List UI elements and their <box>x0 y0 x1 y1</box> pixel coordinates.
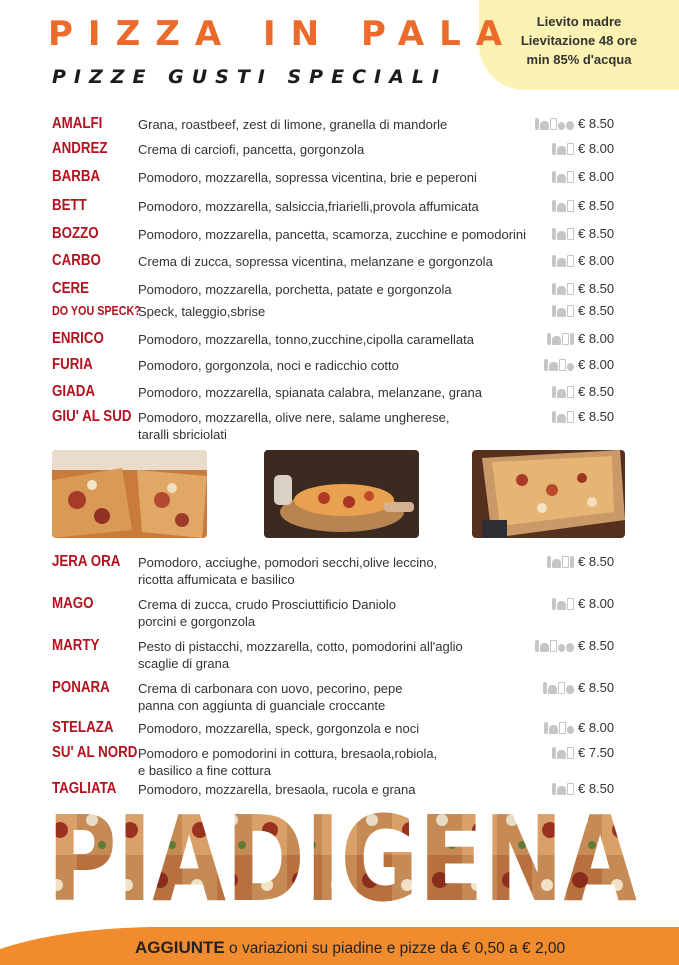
pizza-price: € 8.50 <box>578 303 615 318</box>
pizza-price: € 8.50 <box>578 116 615 131</box>
wheat-icon <box>552 255 556 267</box>
wheat-icon <box>547 556 551 568</box>
allergen-icons <box>552 386 574 398</box>
milk-icon <box>567 726 574 734</box>
jar-icon <box>562 333 569 345</box>
pizza-description-line-2: ricotta affumicata e basilico <box>138 572 295 587</box>
pizza-description <box>138 638 463 672</box>
pizza-name: DO YOU SPECK? <box>52 304 141 318</box>
pizza-price: € 8.50 <box>578 281 615 296</box>
pizza-description-line-1: Pomodoro, mozzarella, salsiccia,friarielli,provola affumicata <box>138 199 479 214</box>
hand-icon <box>552 336 561 345</box>
allergen-icons <box>547 333 574 345</box>
pizza-price: € 8.50 <box>578 226 615 241</box>
hand-icon <box>549 725 558 734</box>
hand-icon <box>549 362 558 371</box>
jar-icon <box>567 255 574 267</box>
hand-icon <box>557 389 566 398</box>
pizza-price: € 8.00 <box>578 169 615 184</box>
pizza-price: € 8.00 <box>578 596 615 611</box>
pizza-name: ANDREZ <box>52 140 108 157</box>
allergen-icons <box>552 305 574 317</box>
pizza-price: € 8.50 <box>578 554 615 569</box>
wheat-icon <box>552 598 556 610</box>
jar-icon <box>567 200 574 212</box>
pizza-description-line-1: Crema di carbonara con uovo, pecorino, pepe <box>138 681 403 696</box>
wheat-icon <box>547 333 551 345</box>
allergen-icons <box>552 411 574 423</box>
allergen-icons <box>552 783 574 795</box>
big-word-text: PIADIGENA <box>47 800 637 910</box>
footer-text <box>135 938 565 958</box>
dough-info-line-1: Lievito madre <box>536 14 622 29</box>
pizza-description <box>138 596 396 630</box>
pizza-description-line-1: Pomodoro, mozzarella, pancetta, scamorza, zucchine e pomodorini <box>138 227 527 242</box>
egg-icon <box>566 685 574 694</box>
jar-icon <box>567 305 574 317</box>
wheat-icon <box>552 200 556 212</box>
pizza-description <box>138 745 437 779</box>
wheat-icon <box>552 747 556 759</box>
pizza-price: € 8.00 <box>578 253 615 268</box>
pizza-description-line-2: taralli sbriciolati <box>138 427 227 442</box>
pizza-description-line-1: Pomodoro, mozzarella, sopressa vicentina, brie e peperoni <box>138 170 477 185</box>
pizza-name: JERA ORA <box>52 553 121 570</box>
pizza-description-line-1: Pomodoro, mozzarella, bresaola, rucola e grana <box>138 782 416 797</box>
allergen-icons <box>552 747 574 759</box>
pizza-description-line-1: Pomodoro, gorgonzola, noci e radicchio cotto <box>138 358 399 373</box>
hand-icon <box>548 685 557 694</box>
pizza-name: PONARA <box>52 679 110 696</box>
pizza-description-line-1: Pomodoro, mozzarella, porchetta, patate e gorgonzola <box>138 282 452 297</box>
pizza-description-line-1: Pomodoro, mozzarella, tonno,zucchine,cipolla caramellata <box>138 332 475 347</box>
pizza-description-line-2: panna con aggiunta di guanciale croccante <box>138 698 386 713</box>
jar-icon <box>559 359 566 371</box>
allergen-icons <box>552 598 574 610</box>
allergen-icons <box>552 283 574 295</box>
pizza-photo-3 <box>472 450 625 538</box>
pizza-name: SU' AL NORD <box>52 744 138 761</box>
pizza-name: GIU' AL SUD <box>52 408 132 425</box>
pizza-price: € 8.50 <box>578 384 615 399</box>
pizza-price: € 8.50 <box>578 781 615 796</box>
pizza-name: AMALFI <box>52 115 103 132</box>
hand-icon <box>557 308 566 317</box>
pizza-price: € 8.00 <box>578 720 615 735</box>
jar-icon <box>558 682 565 694</box>
hand-icon <box>557 258 566 267</box>
pizza-name: FURIA <box>52 356 93 373</box>
pizza-description-line-1: Pomodoro, acciughe, pomodori secchi,olive leccino, <box>138 555 438 570</box>
allergen-icons <box>552 171 574 183</box>
pizza-price: € 8.50 <box>578 409 615 424</box>
wheat-icon <box>552 171 556 183</box>
pizza-description <box>138 720 419 737</box>
pizza-price: € 8.50 <box>578 638 615 653</box>
hand-icon <box>557 203 566 212</box>
hand-icon <box>557 414 566 423</box>
allergen-icons <box>547 556 574 568</box>
pizza-name: BETT <box>52 197 87 214</box>
pizza-price: € 8.00 <box>578 331 615 346</box>
pizza-description <box>138 253 493 270</box>
wheat-icon <box>552 305 556 317</box>
jar-icon <box>559 722 566 734</box>
allergen-icons <box>552 228 574 240</box>
pizza-description-line-1: Grana, roastbeef, zest di limone, granella di mandorle <box>138 117 448 132</box>
pizza-description <box>138 409 449 443</box>
pizza-description-line-2: scaglie di grana <box>138 656 230 671</box>
pizza-description-line-1: Crema di zucca, crudo Prosciuttificio Daniolo <box>138 597 396 612</box>
pizza-name: CERE <box>52 280 90 297</box>
wheat-icon <box>552 283 556 295</box>
allergen-icons <box>552 143 574 155</box>
wheat-icon <box>552 228 556 240</box>
jar-icon <box>567 598 574 610</box>
hand-icon <box>540 643 549 652</box>
pizza-price: € 8.50 <box>578 198 615 213</box>
pizza-description-line-1: Pomodoro e pomodorini in cottura, bresaola,robiola, <box>138 746 438 761</box>
jar-icon <box>550 118 557 130</box>
pizza-price: € 8.00 <box>578 141 615 156</box>
jar-icon <box>567 411 574 423</box>
jar-icon <box>567 783 574 795</box>
pizza-price: € 8.00 <box>578 357 615 372</box>
jar-icon <box>550 640 557 652</box>
dough-info-line-3: min 85% d'acqua <box>526 52 632 67</box>
pizza-name: MARTY <box>52 637 100 654</box>
hand-icon <box>557 146 566 155</box>
jar-icon <box>567 283 574 295</box>
wheat-icon <box>552 411 556 423</box>
hand-icon <box>557 786 566 795</box>
pizza-name: BARBA <box>52 168 101 185</box>
allergen-icons <box>535 118 574 130</box>
milk-icon <box>558 122 565 130</box>
pizza-description-line-1: Speck, taleggio,sbrise <box>138 304 266 319</box>
hand-icon <box>557 601 566 610</box>
allergen-icons <box>544 722 574 734</box>
allergen-icons <box>552 255 574 267</box>
pizza-description-line-1: Pesto di pistacchi, mozzarella, cotto, pomodorini all'aglio <box>138 639 463 654</box>
pizza-name: STELAZA <box>52 719 114 736</box>
wheat-icon <box>552 386 556 398</box>
pizza-description <box>138 226 526 243</box>
egg-icon <box>566 643 574 652</box>
pizza-photo-2 <box>264 450 419 538</box>
pizza-price: € 7.50 <box>578 745 615 760</box>
pizza-name: ENRICO <box>52 330 104 347</box>
pizza-description <box>138 357 399 374</box>
hand-icon <box>557 286 566 295</box>
footer-rest: o variazioni su piadine e pizze da € 0,50 a € 2,00 <box>224 940 566 957</box>
jar-icon <box>567 171 574 183</box>
pizza-description <box>138 680 403 714</box>
pizza-description-line-1: Pomodoro, mozzarella, spianata calabra, melanzane, grana <box>138 385 482 400</box>
jar-icon <box>567 747 574 759</box>
jar-icon <box>567 143 574 155</box>
pizza-name: MAGO <box>52 595 94 612</box>
allergen-icons <box>535 640 574 652</box>
pizza-description-line-2: e basilico a fine cottura <box>138 763 271 778</box>
wheat-icon <box>544 359 548 371</box>
hand-icon <box>557 174 566 183</box>
milk-icon <box>558 644 565 652</box>
wheat-icon <box>543 682 547 694</box>
wheat-icon <box>535 118 539 130</box>
big-word-graphic <box>42 800 642 910</box>
pizza-description <box>138 303 265 320</box>
pizza-name: CARBO <box>52 252 101 269</box>
pizza-description <box>138 169 477 186</box>
hand-icon <box>540 121 549 130</box>
pizza-description-line-1: Crema di zucca, sopressa vicentina, melanzane e gorgonzola <box>138 254 493 269</box>
milk-icon <box>567 363 574 371</box>
jar-icon <box>567 386 574 398</box>
page-title: PIZZA IN PALA <box>48 14 518 54</box>
jar-icon <box>562 556 569 568</box>
pizza-description <box>138 281 452 298</box>
hand-icon <box>557 231 566 240</box>
allergen-icons <box>544 359 574 371</box>
pizza-description-line-1: Crema di carciofi, pancetta, gorgonzola <box>138 142 365 157</box>
pizza-name: GIADA <box>52 383 95 400</box>
pizza-description <box>138 116 447 133</box>
allergen-icons <box>543 682 574 694</box>
wheat-icon <box>570 556 574 568</box>
wheat-icon <box>552 143 556 155</box>
wheat-icon <box>570 333 574 345</box>
pizza-photo-1 <box>52 450 207 538</box>
pizza-description <box>138 554 437 588</box>
wheat-icon <box>544 722 548 734</box>
wheat-icon <box>552 783 556 795</box>
pizza-description-line-1: Pomodoro, mozzarella, speck, gorgonzola e noci <box>138 721 420 736</box>
egg-icon <box>566 121 574 130</box>
pizza-description <box>138 331 474 348</box>
pizza-name: TAGLIATA <box>52 780 117 797</box>
pizza-price: € 8.50 <box>578 680 615 695</box>
pizza-name: BOZZO <box>52 225 99 242</box>
hand-icon <box>557 750 566 759</box>
page-subtitle: PIZZE GUSTI SPECIALI <box>52 66 447 88</box>
pizza-description-line-2: porcini e gorgonzola <box>138 614 256 629</box>
allergen-icons <box>552 200 574 212</box>
pizza-description <box>138 384 482 401</box>
hand-icon <box>552 559 561 568</box>
pizza-description <box>138 141 364 158</box>
pizza-description <box>138 198 479 215</box>
dough-info-line-2: Lievitazione 48 ore <box>520 33 638 48</box>
footer-strong: AGGIUNTE <box>135 938 225 957</box>
wheat-icon <box>535 640 539 652</box>
pizza-description-line-1: Pomodoro, mozzarella, olive nere, salame ungherese, <box>138 410 450 425</box>
pizza-description <box>138 781 415 798</box>
jar-icon <box>567 228 574 240</box>
